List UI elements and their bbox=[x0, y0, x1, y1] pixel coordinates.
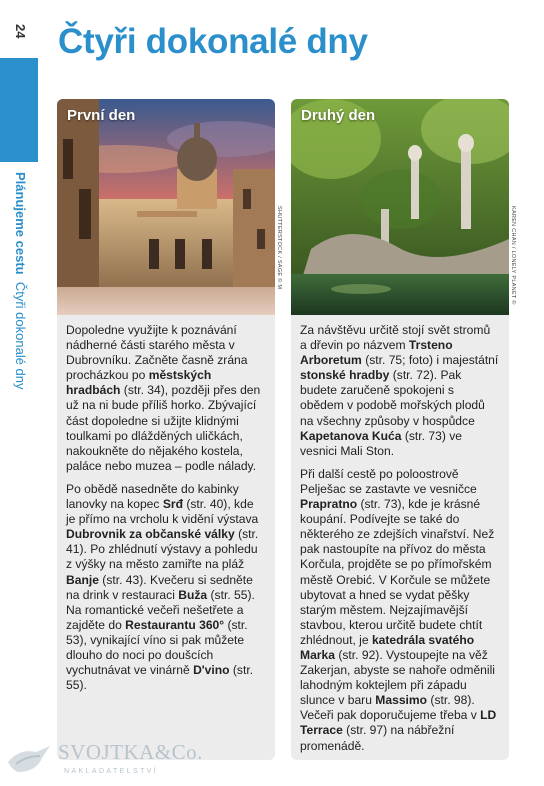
text-run: (str. 53), vynikající víno si pak můžete dlouho do noci po doušcích vychutnávat ve vinárně bbox=[66, 617, 248, 678]
text-run: Po obědě nasedněte do kabinky lanovky na kopec bbox=[66, 481, 239, 512]
highlighted-place: Srđ bbox=[162, 497, 183, 512]
highlighted-place: Dubrovnik za občanské války bbox=[66, 527, 235, 542]
publisher-subtitle: NAKLADATELSTVÍ bbox=[64, 768, 159, 775]
section-running-head bbox=[13, 172, 28, 390]
text-run: (str. 72). Pak budete zaručeně spokojeni s obědem v podobě mořských plodů na všechny způsoby v hospůdce bbox=[300, 368, 485, 428]
highlighted-place: D'vino bbox=[193, 663, 230, 678]
day-one-text bbox=[57, 315, 275, 693]
highlighted-place: Restaurantu 360° bbox=[125, 617, 225, 632]
paragraph bbox=[300, 323, 500, 459]
text-run: (str. 34), později přes den už na ni bude příliš horko. Zbývající část dopoledne si užijte klidnými toulkami po dlážděných uličkách, nakoukněte do nějakého kostela, paláce nebo muzea – podle nálady. bbox=[66, 383, 261, 473]
highlighted-place: Trsteno Arboretum bbox=[300, 338, 453, 368]
day-one-heading: První den bbox=[67, 107, 136, 124]
day-two-panel bbox=[291, 99, 509, 760]
page-number: 24 bbox=[13, 24, 28, 39]
paragraph bbox=[66, 323, 266, 474]
text-run: (str. 75; foto) i majestátní bbox=[361, 353, 499, 368]
text-run: (str. 73), kde je krásné koupání. Podívejte se také do některého ze zdejších vinařství. Než pak nastoupíte na přívoz do města Korčula, projděte se po přímořském městě Orebić. V Korčule se můžete ubytovat a hned se vydat pěšky starým městem. Nejzajímavější stavbou, kterou určitě budete chtít zhlédnout, je bbox=[300, 497, 495, 647]
publisher-name: SVOJTKA&Co. bbox=[58, 740, 203, 764]
photo-credit-left: SHUTTERSTOCK / SAGE © M bbox=[276, 206, 282, 290]
publisher-logo bbox=[6, 740, 202, 782]
subsection-name: Čtyři dokonalé dny bbox=[13, 281, 28, 390]
trsteno-arboretum-photo bbox=[291, 99, 509, 315]
highlighted-place: stonské hradby bbox=[300, 368, 390, 383]
text-run: Při další cestě po poloostrově Pelješac se zastavte ve vesničce bbox=[300, 466, 477, 496]
paragraph bbox=[66, 482, 266, 693]
text-run: (str. 73) ve vesnici Mali Ston. bbox=[300, 428, 462, 458]
highlighted-place: LD Terrace bbox=[300, 708, 497, 738]
text-run: (str. 55). bbox=[66, 663, 254, 693]
text-run: Dopoledne využijte k poznávání nádherné části starého města v Dubrovníku. Začněte časně zrána procházkou po bbox=[66, 323, 248, 383]
day-two-text bbox=[291, 315, 509, 754]
highlighted-place: městských hradbách bbox=[66, 368, 212, 398]
highlighted-place: Massimo bbox=[375, 693, 428, 708]
highlighted-place: Banje bbox=[66, 572, 99, 587]
bird-icon bbox=[6, 742, 52, 778]
highlighted-place: Buža bbox=[178, 587, 208, 602]
highlighted-place: katedrála svatého Marka bbox=[300, 632, 475, 662]
text-run: (str. 41). Po zhlédnutí výstavy a pohledu z výšky na město zamiřte na pláž bbox=[66, 527, 259, 572]
dubrovnik-church-photo bbox=[57, 99, 275, 315]
highlighted-place: Prapratno bbox=[300, 497, 358, 512]
section-tab bbox=[0, 58, 38, 162]
photo-credit-right: KAREN CHAN / LONELY PLANET © bbox=[510, 206, 516, 305]
text-run: (str. 55). Na romantické večeři nešetřete a zajděte do bbox=[66, 587, 255, 632]
paragraph bbox=[300, 467, 500, 754]
day-two-heading: Druhý den bbox=[301, 107, 376, 124]
page-title: Čtyři dokonalé dny bbox=[58, 22, 368, 61]
text-run: (str. 98). Večeři pak doporučujeme třeba v bbox=[300, 693, 481, 723]
text-run: Za návštěvu určitě stojí svět stromů a dřevin po názvem bbox=[300, 323, 491, 353]
section-name: Plánujeme cestu bbox=[13, 172, 28, 275]
day-one-panel bbox=[57, 99, 275, 760]
text-run: (str. 40), kde je přímo na vrcholu k vidění výstava bbox=[66, 497, 259, 527]
text-run: (str. 43). Kvečeru si sedněte na drink v restauraci bbox=[66, 572, 253, 602]
text-run: (str. 97) na nábřežní promenádě. bbox=[300, 723, 455, 753]
text-run: (str. 92). Vystoupejte na věž Zakerjan, abyste se nahoře odměnili lahodným koktejlem při západu slunce v baru bbox=[300, 647, 495, 708]
highlighted-place: Kapetanova Kuća bbox=[300, 428, 402, 443]
